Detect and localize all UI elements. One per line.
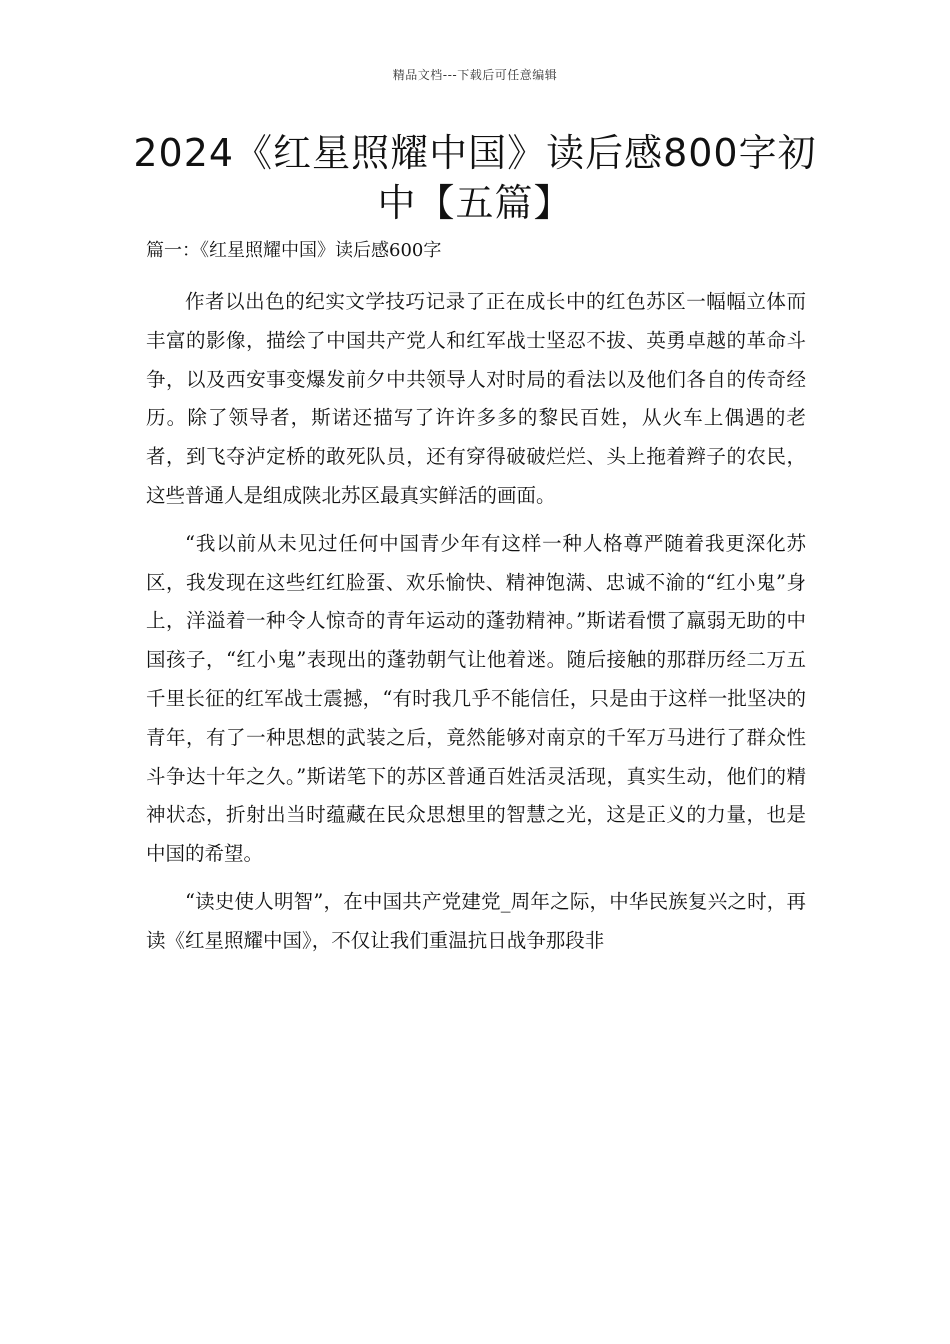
section-heading: 篇一：《红星照耀中国》读后感600字	[146, 240, 442, 261]
page-header: 精品文档---下载后可任意编辑	[392, 68, 558, 82]
paragraph: “我以前从未见过任何中国青少年有这样一种人格尊严随着我更深化苏区，我发现在这些红红脸蛋、欢乐愉快、精神饱满、忠诚不渝的“红小鬼”身上，洋溢着一种令人惊奇的青年运动的蓬勃精神。”斯诺看惯了羸弱无助的中国孩子，“红小鬼”表现出的蓬勃朝气让他着迷。随后接触的那群历经二万五千里长征的红军战士震撼，“有时我几乎不能信任，只是由于这样一批坚决的青年，有了一种思想的武装之后，竟然能够对南京的千军万马进行了群众性斗争达十年之久。”斯诺笔下的苏区普通百姓活灵活现，真实生动，他们的精神状态，折射出当时蕴藏在民众思想里的智慧之光，这是正义的力量，也是中国的希望。	[146, 531, 806, 866]
paragraph: “读史使人明智”，在中国共产党建党_周年之际，中华民族复兴之时，再读《红星照耀中国》，不仅让我们重温抗日战争那段非	[146, 889, 806, 952]
paragraph: 作者以出色的纪实文学技巧记录了正在成长中的红色苏区一幅幅立体而丰富的影像，描绘了中国共产党人和红军战士坚忍不拔、英勇卓越的革命斗争，以及西安事变爆发前夕中共领导人对时局的看法以及他们各自的传奇经历。除了领导者，斯诺还描写了许许多多的黎民百姓，从火车上偶遇的老者，到飞夺泸定桥的敢死队员，还有穿得破破烂烂、头上拖着辫子的农民，这些普通人是组成陕北苏区最真实鲜活的画面。	[146, 290, 806, 507]
document-body	[146, 283, 806, 970]
document-title: 2024《红星照耀中国》读后感800字初中【五篇】	[133, 131, 817, 225]
